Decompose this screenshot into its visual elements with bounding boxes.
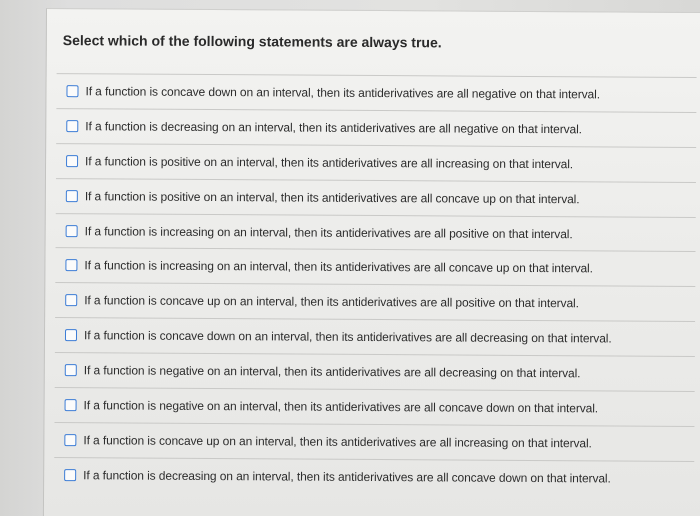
options-list [54,73,697,496]
option-6[interactable] [55,248,695,287]
checkbox[interactable] [66,225,78,237]
checkbox[interactable] [65,364,77,376]
question-card [43,8,700,516]
option-9[interactable] [55,352,695,391]
option-12[interactable] [54,457,694,496]
option-10[interactable] [54,387,694,426]
option-label: If a function is decreasing on an interval, then its antiderivatives are all concave down on that interval. [83,467,611,486]
option-label: If a function is positive on an interval, then its antiderivatives are all concave up on that interval. [84,188,580,206]
option-label: If a function is positive on an interval, then its antiderivatives are all increasing on that interval. [85,153,574,171]
checkbox[interactable] [65,329,77,341]
option-7[interactable] [55,282,695,321]
option-2[interactable] [56,108,696,147]
option-label: If a function is negative on an interval, then its antiderivatives are all concave down on that interval. [83,398,599,416]
option-1[interactable] [56,73,696,112]
option-label: If a function is increasing on an interval, then its antiderivatives are all concave up on that interval. [84,258,593,276]
option-label: If a function is negative on an interval, then its antiderivatives are all decreasing on that interval. [83,363,581,381]
checkbox[interactable] [64,469,76,481]
option-4[interactable] [56,178,696,217]
option-label: If a function is concave up on an interval, then its antiderivatives are all increasing on that interval. [83,433,592,451]
checkbox[interactable] [65,399,77,411]
question-prompt: Select which of the following statements are always true. [62,32,442,51]
checkbox[interactable] [65,294,77,306]
option-5[interactable] [56,213,696,252]
checkbox[interactable] [66,120,78,132]
option-label: If a function is concave down on an interval, then its antiderivatives are all decreasing on that interval. [83,328,612,346]
option-label: If a function is increasing on an interval, then its antiderivatives are all positive on that interval. [84,223,573,241]
option-label: If a function is concave up on an interval, then its antiderivatives are all positive on that interval. [84,293,579,311]
checkbox[interactable] [66,190,78,202]
checkbox[interactable] [66,155,78,167]
checkbox[interactable] [64,434,76,446]
checkbox[interactable] [65,260,77,272]
option-3[interactable] [56,143,696,182]
option-label: If a function is concave down on an interval, then its antiderivatives are all negative on that interval. [85,84,601,102]
checkbox[interactable] [66,85,78,97]
option-label: If a function is decreasing on an interval, then its antiderivatives are all negative on that interval. [85,119,582,137]
option-8[interactable] [55,317,695,356]
option-11[interactable] [54,422,694,461]
